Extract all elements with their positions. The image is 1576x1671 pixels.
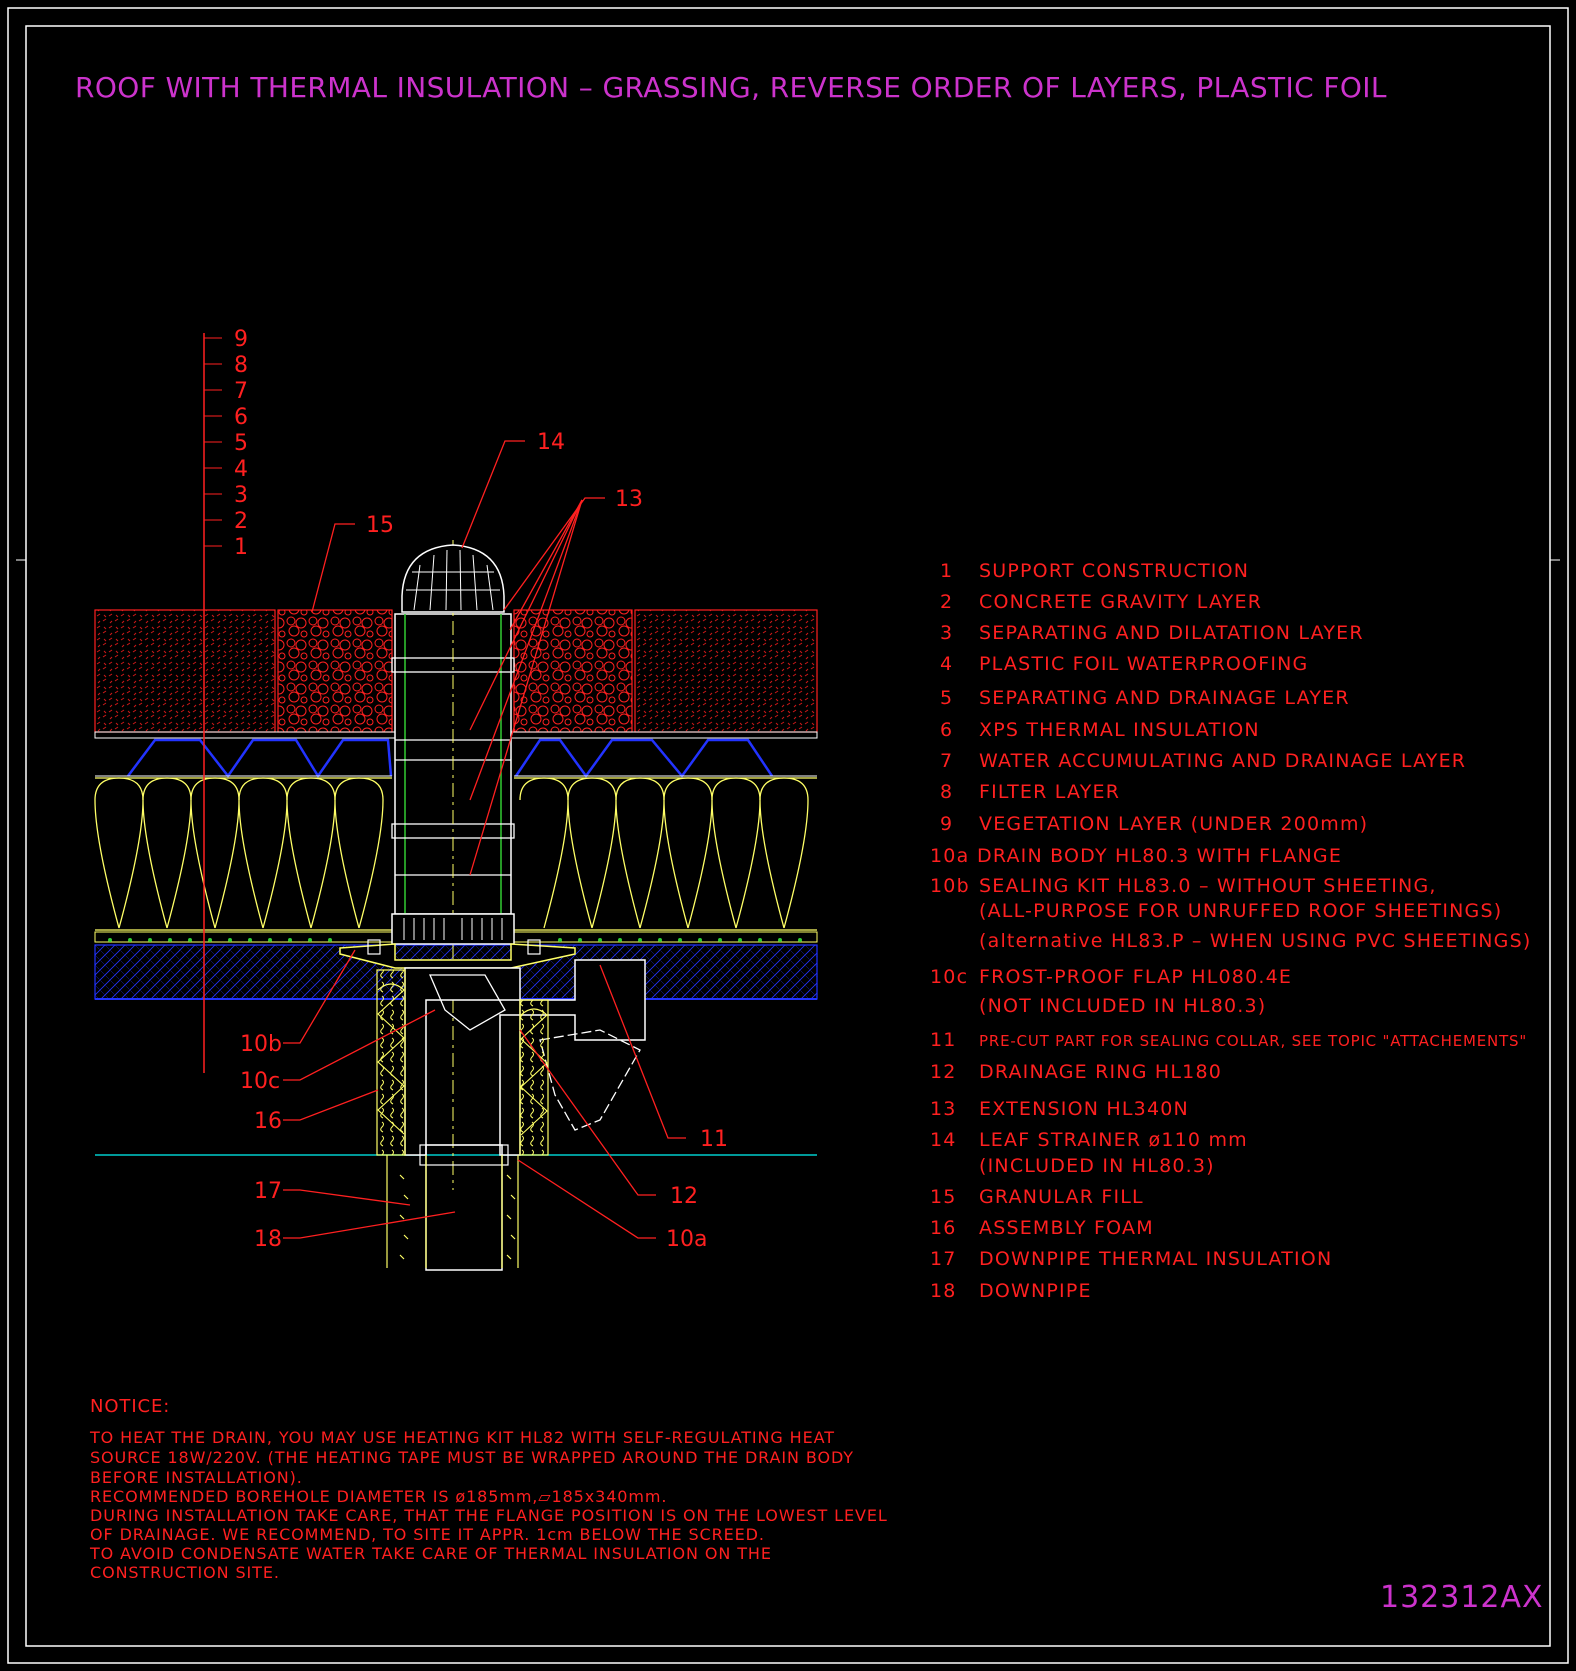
legend-num-13: 13 — [930, 1098, 957, 1120]
legend-num-10b: 10b — [930, 875, 970, 897]
callout-12: 12 — [670, 1184, 698, 1209]
legend-text-16: ASSEMBLY FOAM — [979, 1217, 1154, 1239]
legend-num-14: 14 — [930, 1129, 957, 1151]
legend-text-4: PLASTIC FOIL WATERPROOFING — [979, 653, 1309, 675]
legend-text-14: LEAF STRAINER ø110 mm — [979, 1129, 1248, 1151]
legend-num-7: 7 — [940, 750, 954, 772]
legend-num-9: 9 — [940, 813, 954, 835]
callout-14: 14 — [537, 430, 565, 455]
vegetation-layer-right — [635, 610, 817, 732]
legend-text-3: SEPARATING AND DILATATION LAYER — [979, 622, 1364, 644]
legend-num-10c: 10c — [930, 966, 969, 988]
legend-text-10c-line2: (NOT INCLUDED IN HL80.3) — [979, 995, 1267, 1017]
notice-line-8: CONSTRUCTION SITE. — [90, 1563, 280, 1582]
legend-num-8: 8 — [940, 781, 954, 803]
legend-text-15: GRANULAR FILL — [979, 1186, 1144, 1208]
callout-10b: 10b — [240, 1032, 282, 1057]
notice-heading: NOTICE: — [90, 1396, 171, 1417]
legend-text-12: DRAINAGE RING HL180 — [979, 1061, 1223, 1083]
legend-text-14-line2: (INCLUDED IN HL80.3) — [979, 1155, 1215, 1177]
drawing-number: 132312AX — [1380, 1580, 1544, 1615]
notice-line-2: SOURCE 18W/220V. (THE HEATING TAPE MUST BE WRAPPED AROUND THE DRAIN BODY — [90, 1448, 854, 1467]
callout-15: 15 — [366, 513, 394, 538]
notice-line-1: TO HEAT THE DRAIN, YOU MAY USE HEATING KIT HL82 WITH SELF-REGULATING HEAT — [90, 1428, 835, 1447]
downpipe — [426, 1145, 502, 1270]
vegetation-layer-left — [95, 610, 275, 732]
legend-num-16: 16 — [930, 1217, 957, 1239]
legend-num-18: 18 — [930, 1280, 957, 1302]
legend — [930, 560, 1531, 1302]
drainage-layer-right — [516, 740, 772, 776]
legend-text-9: VEGETATION LAYER (UNDER 200mm) — [979, 813, 1369, 835]
callout-17: 17 — [254, 1179, 282, 1204]
notice-line-6: OF DRAINAGE. WE RECOMMEND, TO SITE IT APPR. 1cm BELOW THE SCREED. — [90, 1525, 765, 1544]
drainage-ring — [392, 914, 514, 944]
granular-fill-right — [514, 610, 632, 732]
scale-label-8: 8 — [234, 353, 248, 378]
legend-num-12: 12 — [930, 1061, 957, 1083]
scale-label-9: 9 — [234, 327, 248, 352]
legend-num-4: 4 — [940, 653, 954, 675]
legend-num-11: 11 — [930, 1029, 957, 1051]
scale-label-2: 2 — [234, 509, 248, 534]
legend-text-2: CONCRETE GRAVITY LAYER — [979, 591, 1263, 613]
legend-text-13: EXTENSION HL340N — [979, 1098, 1189, 1120]
legend-text-6: XPS THERMAL INSULATION — [979, 719, 1260, 741]
legend-num-6: 6 — [940, 719, 954, 741]
notice-block — [89, 1396, 888, 1582]
assembly-foam-left — [377, 970, 405, 1155]
callout-13: 13 — [615, 487, 643, 512]
legend-num-3: 3 — [940, 622, 954, 644]
legend-text-10c: FROST-PROOF FLAP HL080.4E — [979, 966, 1293, 988]
legend-num-17: 17 — [930, 1248, 957, 1270]
legend-text-10a: DRAIN BODY HL80.3 WITH FLANGE — [977, 845, 1343, 867]
legend-text-8: FILTER LAYER — [979, 781, 1121, 803]
inner-frame — [26, 26, 1550, 1646]
legend-num-5: 5 — [940, 687, 954, 709]
legend-text-1: SUPPORT CONSTRUCTION — [979, 560, 1250, 582]
notice-line-5: DURING INSTALLATION TAKE CARE, THAT THE FLANGE POSITION IS ON THE LOWEST LEVEL — [90, 1506, 888, 1525]
layer-scale — [204, 327, 248, 560]
legend-num-10a: 10a — [930, 845, 970, 867]
scale-label-4: 4 — [234, 457, 248, 482]
legend-text-18: DOWNPIPE — [979, 1280, 1092, 1302]
legend-text-10b: SEALING KIT HL83.0 – WITHOUT SHEETING, — [979, 875, 1437, 897]
legend-num-1: 1 — [940, 560, 954, 582]
notice-line-4: RECOMMENDED BOREHOLE DIAMETER IS ø185mm,▱185x340mm. — [90, 1487, 668, 1506]
scale-label-3: 3 — [234, 483, 248, 508]
scale-label-7: 7 — [234, 379, 248, 404]
legend-num-15: 15 — [930, 1186, 957, 1208]
legend-text-7: WATER ACCUMULATING AND DRAINAGE LAYER — [979, 750, 1467, 772]
legend-text-10b-line2: (ALL-PURPOSE FOR UNRUFFED ROOF SHEETINGS) — [979, 900, 1503, 922]
scale-label-1: 1 — [234, 535, 248, 560]
callout-16: 16 — [254, 1109, 282, 1134]
legend-text-17: DOWNPIPE THERMAL INSULATION — [979, 1248, 1333, 1270]
legend-num-2: 2 — [940, 591, 954, 613]
granular-fill-left — [278, 610, 392, 732]
notice-line-3: BEFORE INSTALLATION). — [90, 1468, 303, 1487]
scale-label-5: 5 — [234, 431, 248, 456]
callout-18: 18 — [254, 1227, 282, 1252]
drainage-layer-left — [128, 740, 391, 776]
callout-11: 11 — [700, 1127, 728, 1152]
legend-text-10b-line3: (alternative HL83.P – WHEN USING PVC SHEETINGS) — [979, 930, 1532, 952]
callout-10c: 10c — [240, 1069, 281, 1094]
callout-10a: 10a — [666, 1227, 708, 1252]
notice-line-7: TO AVOID CONDENSATE WATER TAKE CARE OF THERMAL INSULATION ON THE — [90, 1544, 772, 1563]
drawing-title: ROOF WITH THERMAL INSULATION – GRASSING, REVERSE ORDER OF LAYERS, PLASTIC FOIL — [75, 71, 1390, 104]
legend-text-5: SEPARATING AND DRAINAGE LAYER — [979, 687, 1350, 709]
scale-label-6: 6 — [234, 405, 248, 430]
legend-text-11: PRE-CUT PART FOR SEALING COLLAR, SEE TOPIC "ATTACHEMENTS" — [979, 1032, 1528, 1050]
